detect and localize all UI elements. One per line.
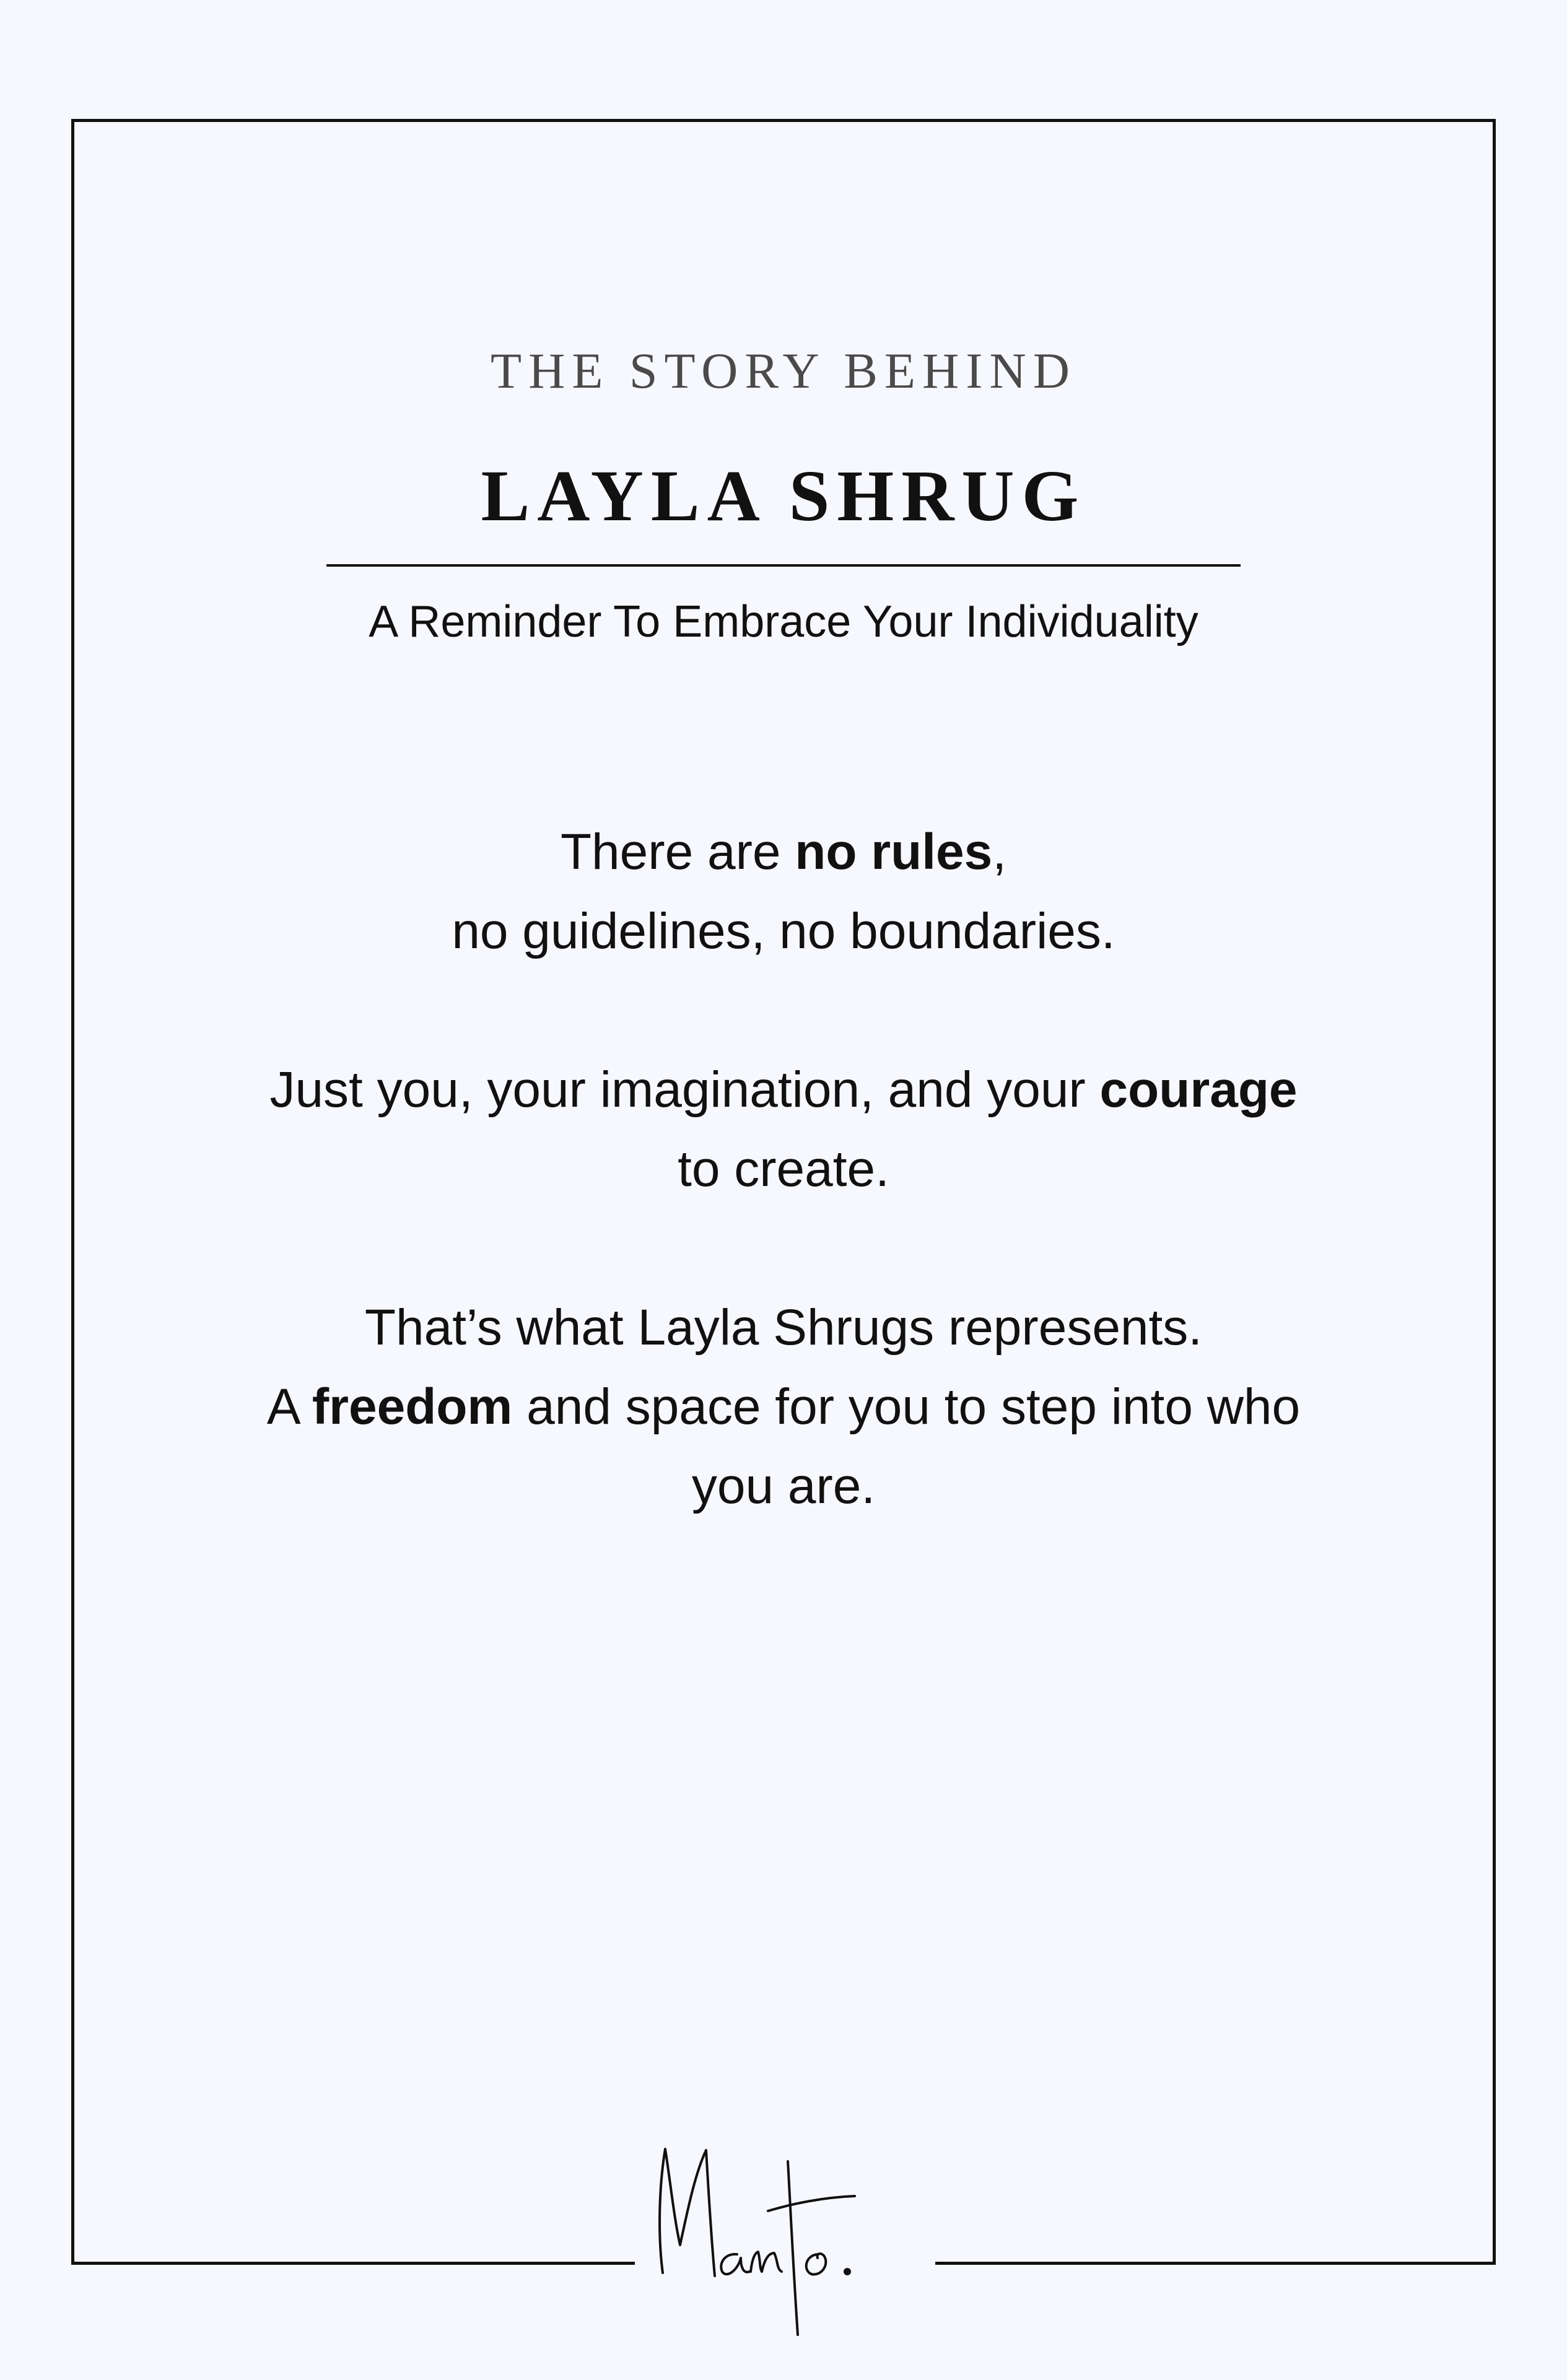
paragraph-1 — [161, 813, 1406, 971]
manto-signature-logo — [644, 2137, 929, 2341]
title-divider — [326, 564, 1241, 567]
paragraph-2-line-2: to create. — [678, 1141, 889, 1197]
eyebrow-text: THE STORY BEHIND — [491, 342, 1076, 399]
emphasis-courage: courage — [1099, 1061, 1298, 1118]
story-body — [161, 813, 1406, 1605]
emphasis-no-rules: no rules — [795, 824, 993, 880]
paragraph-3 — [161, 1288, 1406, 1526]
paragraph-3-rest: and space for you to step into who — [512, 1379, 1301, 1435]
emphasis-freedom: freedom — [312, 1379, 513, 1435]
paragraph-3-line-3: you are. — [691, 1458, 876, 1514]
frame-bottom-right-line — [935, 2262, 1496, 2265]
paragraph-2 — [161, 1050, 1406, 1209]
paragraph-1-comma: , — [992, 824, 1007, 880]
page-title: LAYLA SHRUG — [481, 455, 1086, 536]
paragraph-2-text: Just you, your imagination, and your — [269, 1061, 1100, 1118]
paragraph-1-line-2: no guidelines, no boundaries. — [452, 903, 1115, 959]
paragraph-3-line-1: That’s what Layla Shrugs represents. — [364, 1299, 1203, 1356]
paragraph-1-text: There are — [560, 824, 795, 880]
signature-dot — [844, 2268, 851, 2275]
page-subtitle: A Reminder To Embrace Your Individuality — [369, 597, 1198, 647]
frame-bottom-left-line — [71, 2262, 635, 2265]
paragraph-3-text: A — [266, 1379, 312, 1435]
